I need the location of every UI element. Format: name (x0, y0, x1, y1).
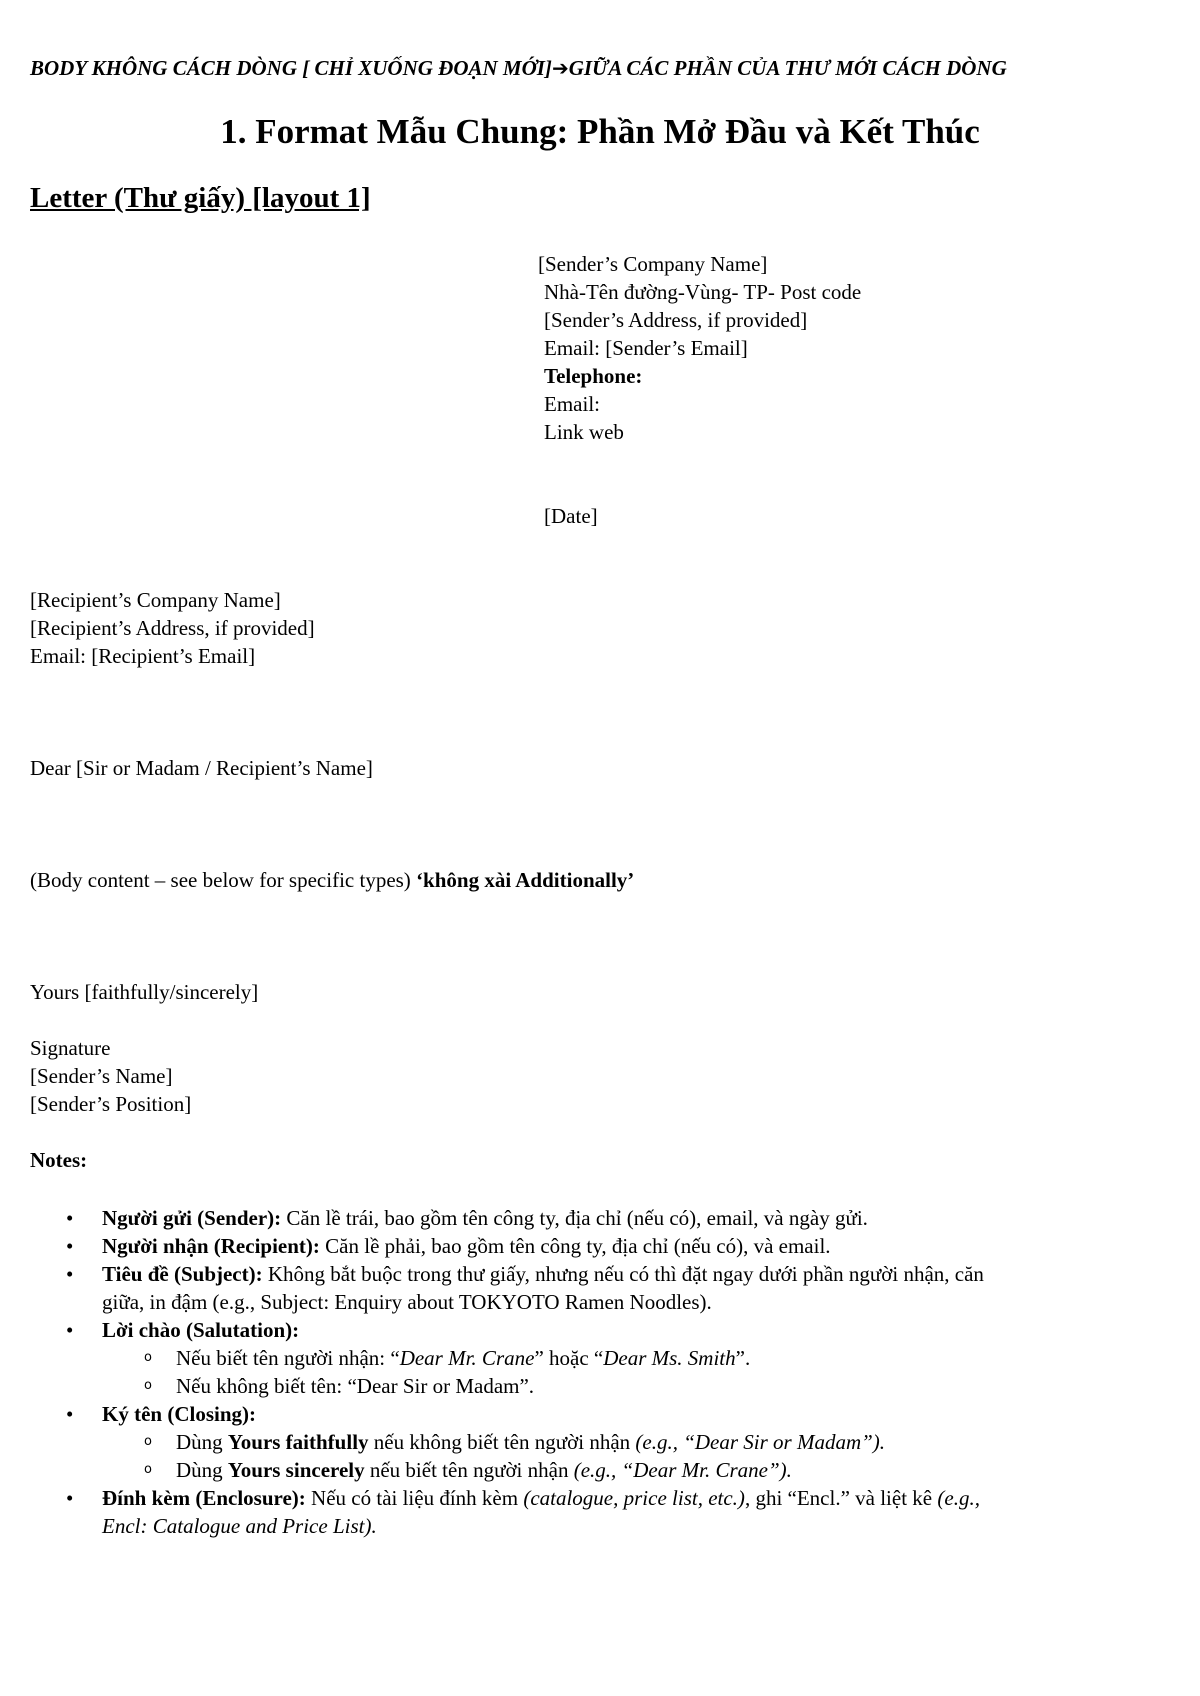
notes-heading: Notes: (30, 1148, 88, 1172)
body-placeholder (30, 866, 634, 894)
sub-example: Dear Mr. Crane (399, 1346, 535, 1370)
arrow-right-icon: ➔ (551, 56, 569, 80)
sub-example: Dear Ms. Smith (603, 1346, 736, 1370)
page-title: 1. Format Mẫu Chung: Phần Mở Đầu và Kết Thúc (220, 112, 980, 151)
bullet-icon: • (66, 1402, 74, 1426)
list-item (30, 1316, 1140, 1344)
sub-text: Dùng (176, 1430, 228, 1454)
sub-text: ”. (735, 1346, 751, 1370)
list-item (30, 1400, 1140, 1428)
sub-text: Nếu không biết tên: “Dear Sir or Madam”. (176, 1374, 535, 1398)
section-subtitle: Letter (Thư giấy) [layout 1] (30, 182, 371, 214)
signature-position: [Sender’s Position] (30, 1092, 192, 1116)
circle-bullet-icon: o (144, 1350, 152, 1365)
sender-telephone: Telephone: (544, 364, 643, 388)
note-label: Tiêu đề (Subject): (102, 1262, 263, 1286)
note-text: Nếu có tài liệu đính kèm (305, 1486, 524, 1510)
recipient-email: Email: [Recipient’s Email] (30, 644, 256, 668)
signature-name: [Sender’s Name] (30, 1064, 173, 1088)
sub-text: nếu biết tên người nhận (364, 1458, 574, 1482)
document-banner (30, 56, 1180, 81)
note-text: , ghi “Encl.” và liệt kê (744, 1486, 938, 1510)
sub-emphasis: Yours faithfully (227, 1430, 369, 1454)
sub-list-item (30, 1372, 1140, 1400)
list-item (30, 1484, 1140, 1540)
circle-bullet-icon: o (144, 1378, 152, 1393)
body-text: (Body content – see below for specific types) (30, 868, 417, 892)
bullet-icon: • (66, 1206, 74, 1230)
note-label: Ký tên (Closing): (102, 1402, 256, 1426)
note-label: Lời chào (Salutation): (102, 1318, 300, 1342)
note-text: Căn lề trái, bao gồm tên công ty, địa chỉ (nếu có), email, và ngày gửi. (281, 1206, 868, 1230)
list-item (30, 1260, 1140, 1316)
body-note: ‘không xài Additionally’ (416, 868, 635, 892)
sub-text: nếu không biết tên người nhận (368, 1430, 636, 1454)
sender-company: [Sender’s Company Name] (538, 252, 768, 276)
bullet-icon: • (66, 1234, 74, 1258)
sub-example: (e.g., “Dear Sir or Madam”). (635, 1430, 886, 1454)
sub-list-item (30, 1344, 1140, 1372)
salutation: Dear [Sir or Madam / Recipient’s Name] (30, 756, 373, 780)
sub-text: Nếu biết tên người nhận: “ (176, 1346, 400, 1370)
note-text-continued: giữa, in đậm (e.g., Subject: Enquiry about TOKYOTO Ramen Noodles). (102, 1290, 712, 1314)
bullet-icon: • (66, 1262, 74, 1286)
sender-address: [Sender’s Address, if provided] (544, 308, 808, 332)
signature-label: Signature (30, 1036, 111, 1060)
sender-link-web: Link web (544, 420, 624, 444)
list-item (30, 1204, 1140, 1232)
recipient-company: [Recipient’s Company Name] (30, 588, 281, 612)
sub-list-item (30, 1428, 1140, 1456)
sub-example: (e.g., “Dear Mr. Crane”). (573, 1458, 792, 1482)
bullet-icon: • (66, 1486, 74, 1510)
note-label: Người gửi (Sender): (102, 1206, 282, 1230)
note-label: Đính kèm (Enclosure): (102, 1486, 306, 1510)
note-text: Không bắt buộc trong thư giấy, nhưng nếu có thì đặt ngay dưới phần người nhận, căn (262, 1262, 984, 1286)
letter-date: [Date] (544, 504, 598, 528)
banner-right: GIỮA CÁC PHẦN CỦA THƯ MỚI CÁCH DÒNG (568, 56, 1007, 80)
sub-text: ” hoặc “ (534, 1346, 604, 1370)
note-text: Căn lề phải, bao gồm tên công ty, địa chỉ (nếu có), và email. (319, 1234, 831, 1258)
closing: Yours [faithfully/sincerely] (30, 980, 259, 1004)
banner-left: BODY KHÔNG CÁCH DÒNG [ CHỈ XUỐNG ĐOẠN MỚI] (30, 56, 552, 80)
circle-bullet-icon: o (144, 1434, 152, 1449)
note-example-continued: Encl: Catalogue and Price List). (102, 1514, 377, 1538)
list-item (30, 1232, 1140, 1260)
note-example: (e.g., (937, 1486, 980, 1510)
sender-email-label: Email: (544, 392, 600, 416)
bullet-icon: • (66, 1318, 74, 1342)
recipient-address: [Recipient’s Address, if provided] (30, 616, 315, 640)
sub-text: Dùng (176, 1458, 228, 1482)
notes-list (30, 1204, 1140, 1540)
sub-list-item (30, 1456, 1140, 1484)
circle-bullet-icon: o (144, 1462, 152, 1477)
note-example: (catalogue, price list, etc.) (523, 1486, 745, 1510)
note-label: Người nhận (Recipient): (102, 1234, 320, 1258)
sub-emphasis: Yours sincerely (227, 1458, 365, 1482)
sender-address-line: Nhà-Tên đường-Vùng- TP- Post code (544, 280, 862, 304)
sender-email: Email: [Sender’s Email] (544, 336, 748, 360)
